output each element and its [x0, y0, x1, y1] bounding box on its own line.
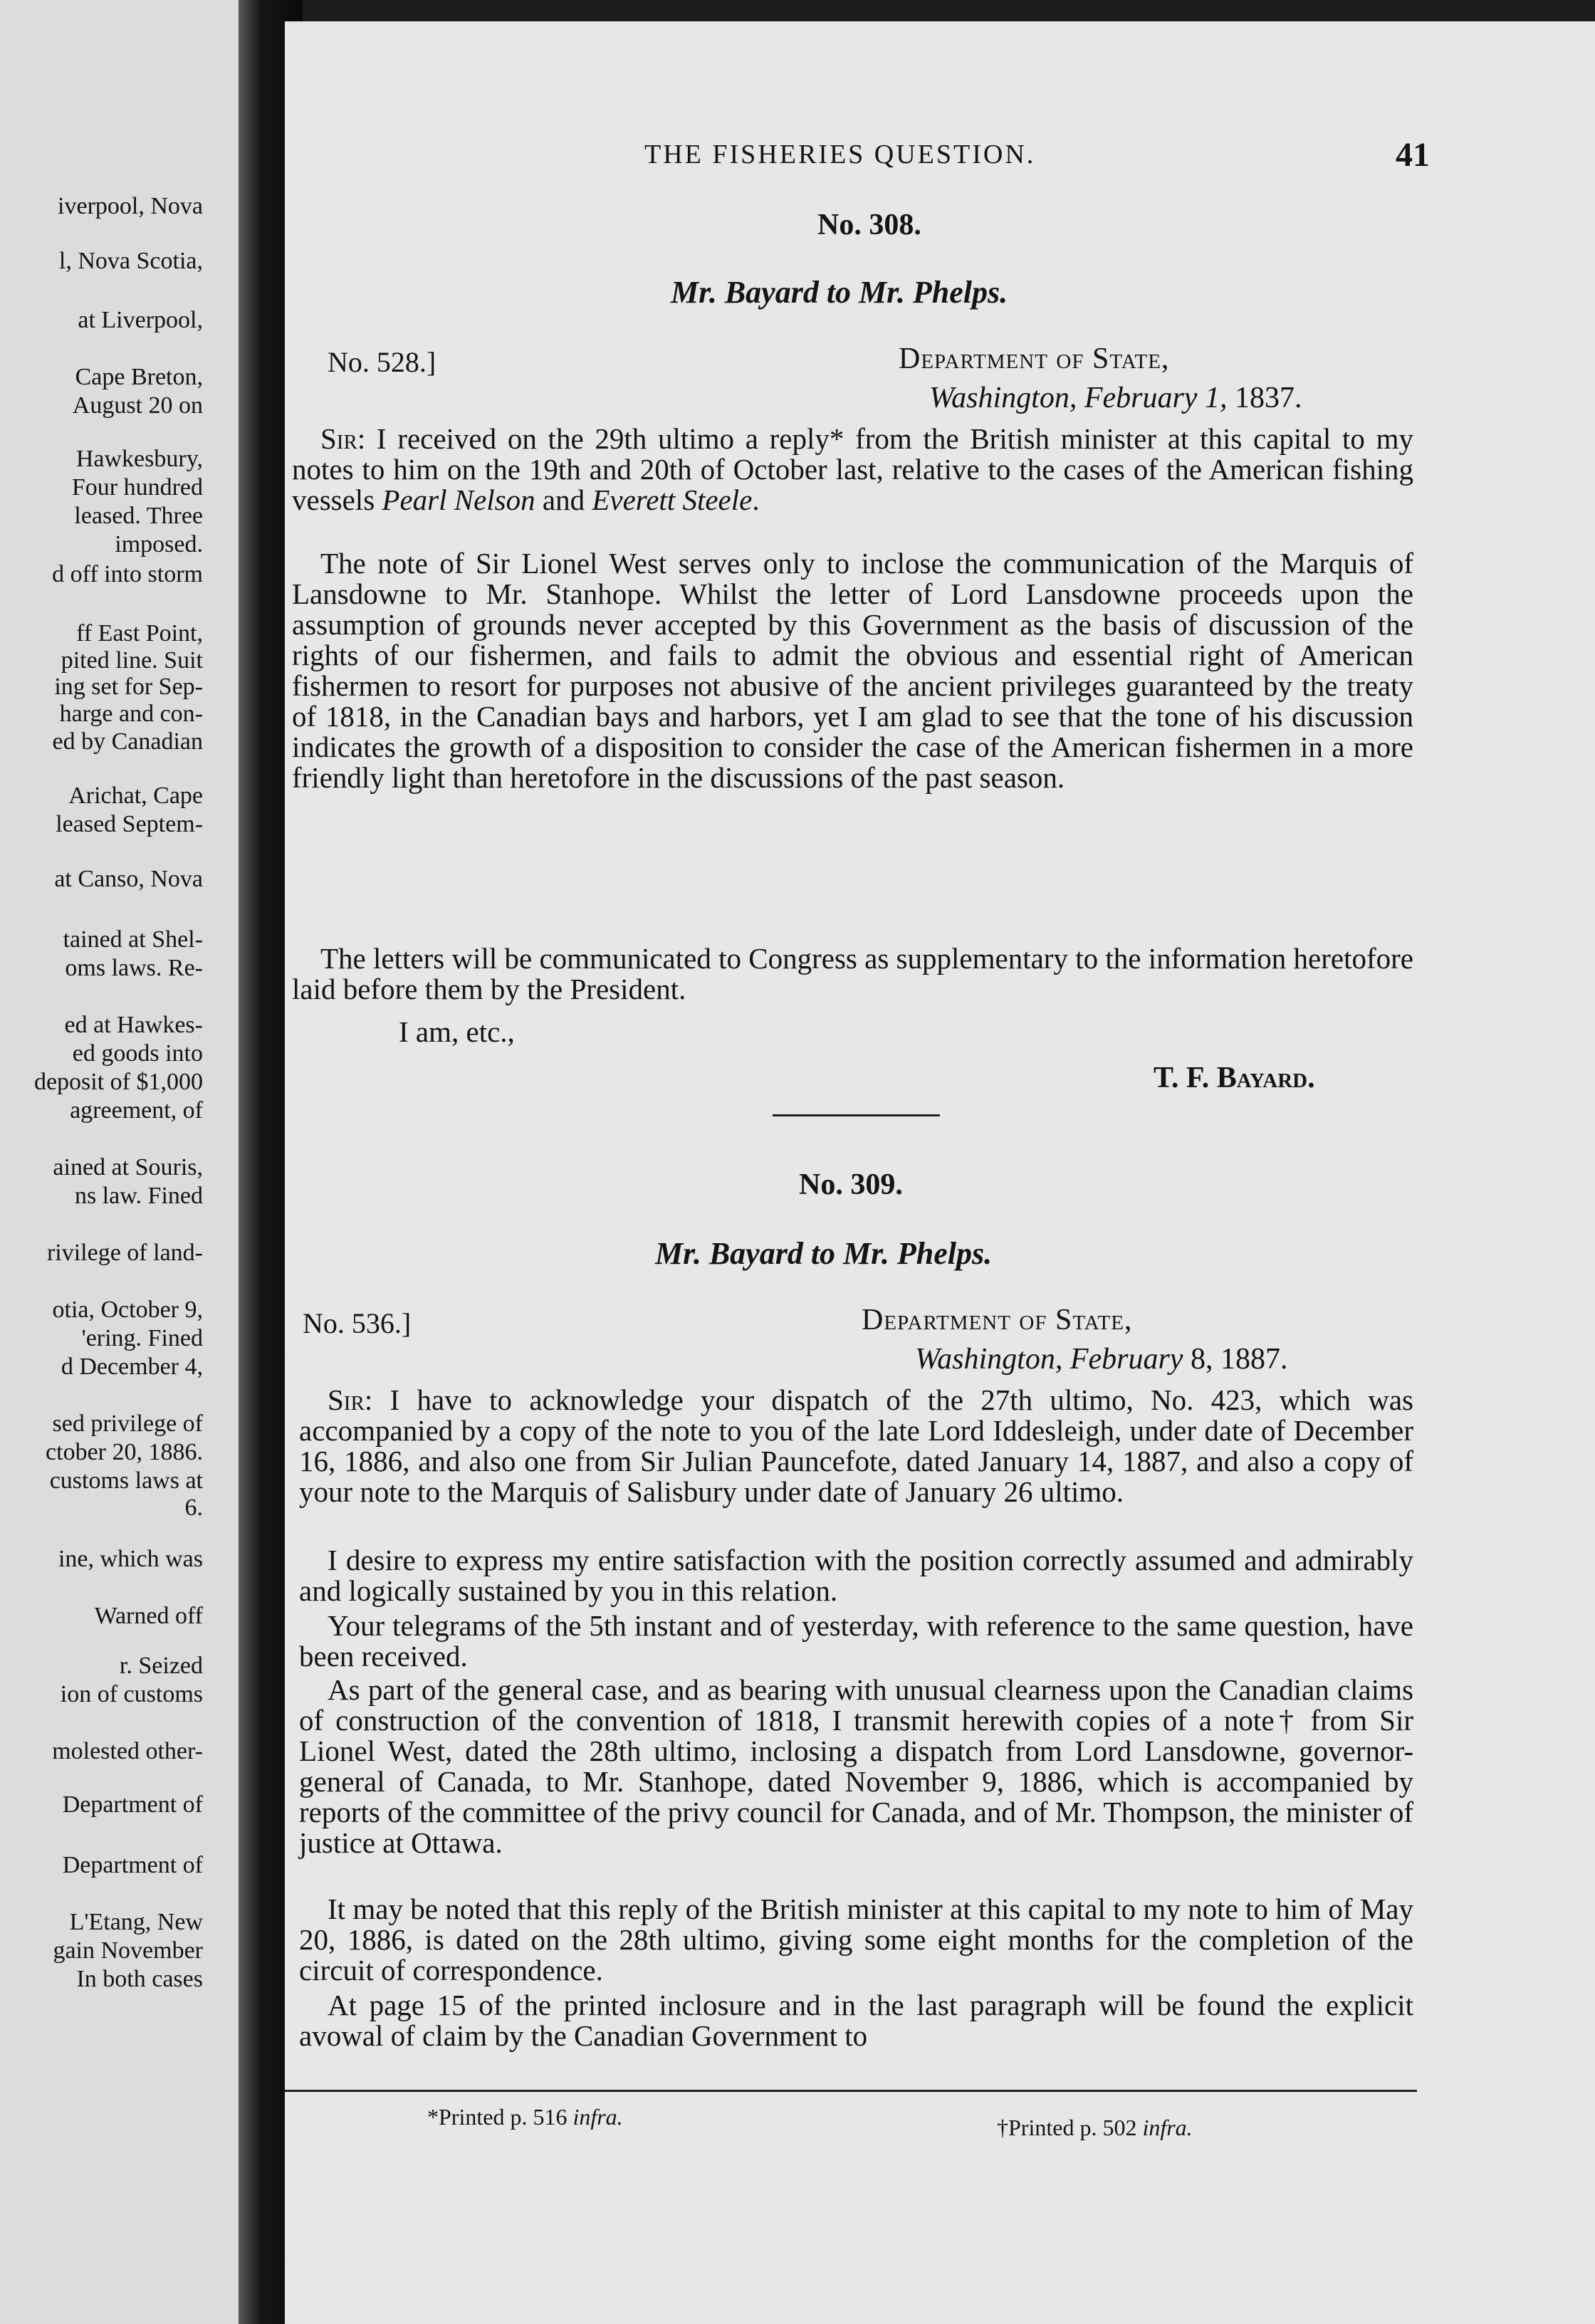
doc-308-date-place: Washington, February 1, — [929, 382, 1228, 414]
doc-309-paragraph-6: At page 15 of the printed inclosure and in the last paragraph will be found the explicit avowal of claim by the Canadian Government to — [299, 1989, 1413, 2052]
doc-309-paragraph-4: As part of the general case, and as bearing with unusual clearness upon the Canadian claims of construction of the convention of 1818, I transmit herewith copies of a note† from Sir Lionel West, dated the 28th ultimo, inclosing a dispatch from Lord Lansdowne, governor-general of Canada, to Mr. Stanhope, dated November 9, 1886, which is accompanied by reports of the committee of the privy council for Canada, and of Mr. Thompson, the minister of justice at Ottawa. — [299, 1673, 1413, 1859]
running-title: THE FISHERIES QUESTION. — [644, 140, 1036, 169]
doc-309-paragraph-2: I desire to express my entire satisfaction with the position correctly assumed and admirably and logically sustained by you in this relation. — [299, 1544, 1413, 1607]
facing-page-line: ed goods into — [72, 1040, 203, 1067]
doc-308-signature: T. F. Bayard. — [1154, 1062, 1315, 1094]
page-number: 41 — [1396, 136, 1430, 174]
facing-page-line: August 20 on — [72, 392, 203, 419]
doc-308-paragraph-1: Sir: I received on the 29th ultimo a reply* from the British minister at this capital to my notes to him on the 19th and 20th of October last, relative to the cases of the American fishing vessels Pearl Nelson and Everett Steele. — [292, 422, 1413, 516]
doc-309-number: No. 309. — [799, 1168, 903, 1201]
facing-page-line: ed by Canadian — [52, 728, 203, 755]
facing-page-line: otia, October 9, — [52, 1297, 203, 1323]
footnote-rule — [285, 2090, 1417, 2092]
facing-page-line: tained at Shel- — [63, 926, 203, 953]
footnote-left: *Printed p. 516 infra. — [427, 2104, 623, 2130]
facing-page-line: harge and con- — [59, 701, 203, 727]
facing-page-line: r. Seized — [119, 1653, 203, 1679]
facing-page-line: Four hundred — [71, 474, 203, 501]
facing-page-line: deposit of $1,000 — [33, 1069, 203, 1095]
facing-page-line: at Canso, Nova — [54, 866, 203, 892]
facing-page — [0, 0, 239, 2324]
doc-308-date-year: 1837. — [1234, 382, 1302, 414]
facing-page-line: 6. — [184, 1495, 203, 1521]
doc-309-despatch-number: No. 536.] — [303, 1307, 412, 1339]
section-divider — [773, 1114, 940, 1116]
page — [285, 21, 1595, 2324]
facing-page-line: Arichat, Cape — [68, 782, 203, 809]
facing-page-line: L'Etang, New — [69, 1909, 203, 1935]
facing-page-line: molested other- — [52, 1738, 203, 1764]
doc-308-closing: I am, etc., — [399, 1015, 515, 1048]
facing-page-line: pited line. Suit — [61, 647, 203, 674]
doc-309-date-place: Washington, February — [915, 1343, 1183, 1376]
facing-page-line: ing set for Sep- — [54, 674, 203, 700]
doc-309-paragraph-3: Your telegrams of the 5th instant and of yesterday, with reference to the same question, have been received. — [299, 1609, 1413, 1673]
doc-308-department: Department of State, — [899, 342, 1170, 375]
doc-309-date-year: 8, 1887. — [1190, 1343, 1288, 1376]
footnote-right: †Printed p. 502 infra. — [997, 2115, 1193, 2140]
facing-page-line: ns law. Fined — [74, 1183, 203, 1209]
facing-page-line: Hawkesbury, — [75, 446, 203, 472]
facing-page-line: ained at Souris, — [53, 1154, 203, 1181]
facing-page-line: l, Nova Scotia, — [58, 248, 203, 274]
facing-page-line: sed privilege of — [52, 1410, 203, 1437]
facing-page-line: customs laws at — [49, 1467, 203, 1494]
doc-308-dateline — [929, 381, 1302, 415]
facing-page-line: imposed. — [115, 531, 203, 558]
facing-page-line: rivilege of land- — [46, 1240, 203, 1266]
facing-page-line: gain November — [53, 1937, 203, 1964]
doc-308-title: Mr. Bayard to Mr. Phelps. — [671, 275, 1008, 310]
facing-page-line: Cape Breton, — [75, 364, 203, 390]
facing-page-line: agreement, of — [70, 1097, 203, 1124]
facing-page-line: leased Septem- — [56, 811, 203, 837]
facing-page-line: leased. Three — [74, 503, 203, 529]
facing-page-line: ed at Hawkes- — [64, 1012, 203, 1038]
doc-309-department: Department of State, — [862, 1304, 1133, 1336]
facing-page-line: at Liverpool, — [78, 307, 203, 333]
facing-page-line: Department of — [62, 1852, 203, 1878]
facing-page-line: ion of customs — [60, 1681, 203, 1707]
doc-309-paragraph-5: It may be noted that this reply of the British minister at this capital to my note to him of May 20, 1886, is dated on the 28th ultimo, giving some eight months for the completion of the circuit of correspondence. — [299, 1893, 1413, 1987]
facing-page-line: iverpool, Nova — [58, 193, 203, 219]
facing-page-line: 'ering. Fined — [81, 1325, 203, 1351]
facing-page-line: oms laws. Re- — [65, 955, 203, 981]
doc-308-despatch-number: No. 528.] — [328, 346, 436, 378]
facing-page-line: ctober 20, 1886. — [46, 1439, 203, 1465]
doc-309-paragraph-1: Sir: I have to acknowledge your dispatch of the 27th ultimo, No. 423, which was accompanied by a copy of the note to you of the late Lord Iddesleigh, under date of December 16, 1886, and also one from Sir Julian Pauncefote, dated January 14, 1887, and also a copy of your note to the Marquis of Salisbury under date of January 26 ultimo. — [299, 1383, 1413, 1508]
doc-308-number: No. 308. — [817, 209, 921, 241]
facing-page-line: ine, which was — [58, 1546, 203, 1572]
facing-page-line: In both cases — [76, 1966, 203, 1992]
facing-page-line: d off into storm — [52, 561, 203, 587]
facing-page-line: Warned off — [94, 1603, 203, 1629]
facing-page-line: Department of — [62, 1791, 203, 1818]
facing-page-line: d December 4, — [61, 1354, 203, 1380]
doc-309-dateline — [915, 1342, 1287, 1376]
doc-308-paragraph-3: The letters will be communicated to Congress as supplementary to the information heretofore laid before them by the President. — [292, 942, 1413, 1005]
doc-309-title: Mr. Bayard to Mr. Phelps. — [655, 1236, 993, 1271]
facing-page-line: ff East Point, — [76, 620, 203, 647]
doc-308-paragraph-2: The note of Sir Lionel West serves only to inclose the communication of the Marquis of Lansdowne to Mr. Stanhope. Whilst the letter of Lord Lansdowne proceeds upon the assumption of grounds never accepted by this Government as the basis of discussion of the rights of our fishermen, and fails to admit the obvious and essential right of American fishermen to resort for purposes not abusive of the ancient privileges guaranteed by the treaty of 1818, in the Canadian bays and harbors, yet I am glad to see that the tone of his discussion indicates the growth of a disposition to consider the case of the American fishermen in a more friendly light than heretofore in the discussions of the past season. — [292, 547, 1413, 794]
